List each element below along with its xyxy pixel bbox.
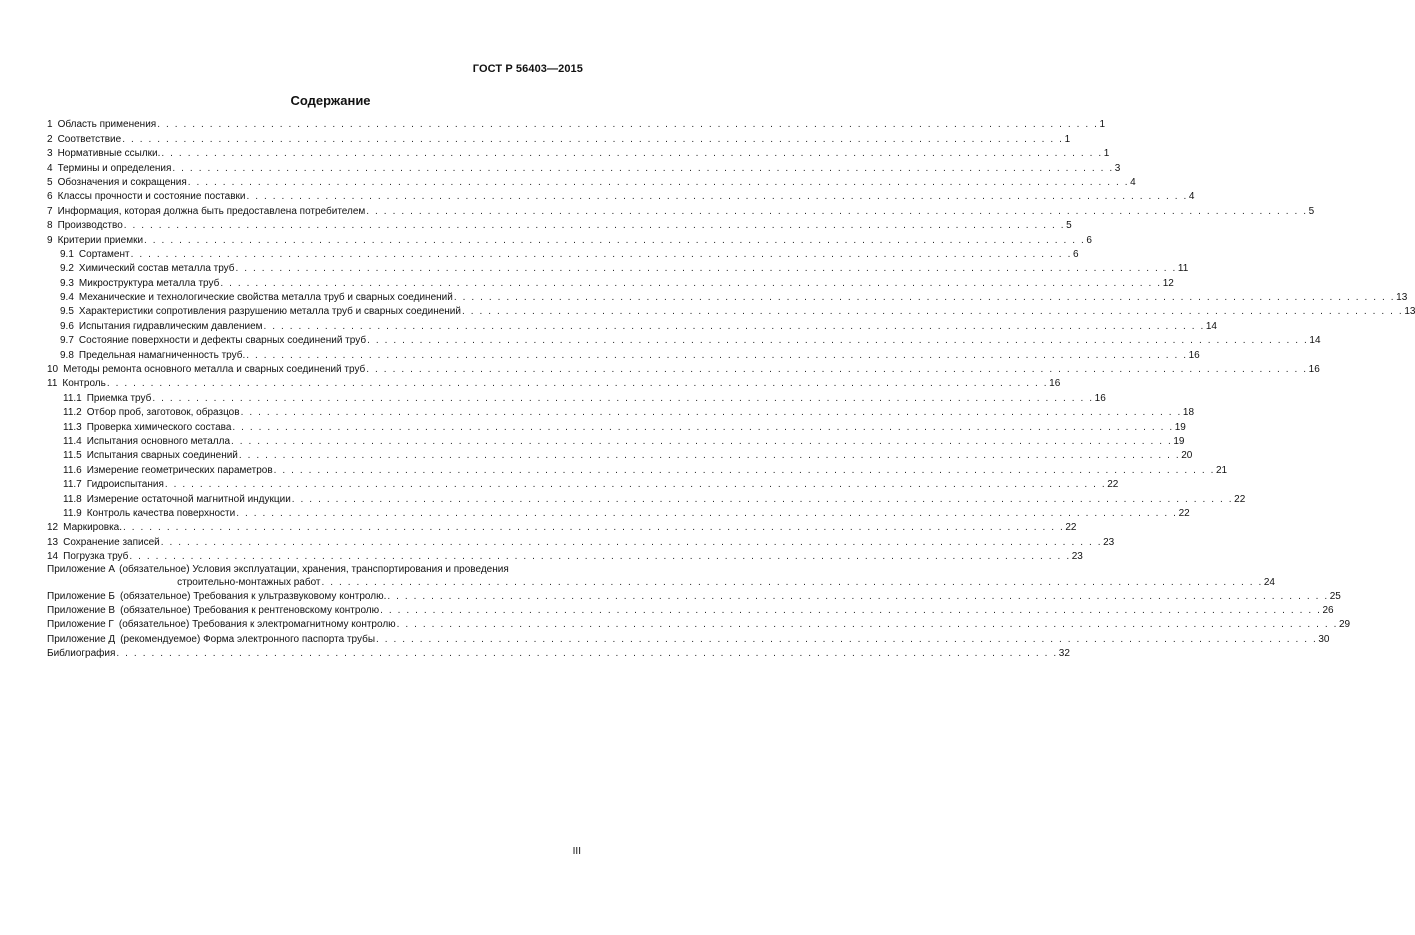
toc-entry-label: Механические и технологические свойства металла труб и сварных соединений <box>78 292 453 304</box>
toc-entry-label: Отбор проб, заготовок, образцов <box>86 407 240 419</box>
toc-entry-label: Область применения <box>57 119 157 131</box>
toc-entry-label: Испытания сварных соединений <box>86 450 238 462</box>
appendix-title-cont: строительно-монтажных работ <box>177 576 321 588</box>
toc-entry-number: 7 <box>47 205 53 217</box>
toc-entry-label: Классы прочности и состояние поставки <box>57 191 246 203</box>
toc-entry[interactable] <box>47 233 1092 247</box>
toc-leader-dots <box>123 521 1064 535</box>
toc-entry[interactable] <box>47 305 1415 319</box>
toc-entry-label: Маркировка. <box>63 522 123 534</box>
toc-entry[interactable] <box>47 334 1321 348</box>
appendix-prefix: Приложение В <box>47 604 116 616</box>
table-of-contents <box>47 118 1415 661</box>
toc-entry-number: 11.7 <box>63 479 82 491</box>
toc-leader-dots <box>274 464 1215 478</box>
toc-entry-number: 2 <box>47 133 53 145</box>
toc-entry[interactable] <box>47 449 1193 463</box>
toc-entry-number: 9.6 <box>60 320 74 332</box>
toc-leader-dots <box>367 334 1308 348</box>
toc-entry-number: 4 <box>47 162 53 174</box>
toc-appendix-entry[interactable] <box>47 564 1275 589</box>
toc-entry-label: Нормативные ссылки. <box>57 148 161 160</box>
toc-entry[interactable] <box>47 492 1246 506</box>
toc-entry-page: 18 <box>1182 407 1195 419</box>
toc-entry-number: 3 <box>47 148 53 160</box>
toc-entry-page: 22 <box>1178 507 1190 519</box>
toc-entry-number: 1 <box>47 119 53 131</box>
toc-entry[interactable] <box>47 118 1106 132</box>
toc-appendix-entry[interactable] <box>47 632 1330 646</box>
toc-leader-dots <box>129 550 1070 564</box>
toc-entry-label: Библиография <box>47 648 116 660</box>
toc-leader-dots <box>264 320 1205 334</box>
toc-entry-number: 9.7 <box>60 335 74 347</box>
toc-entry-page: 22 <box>1234 493 1246 505</box>
appendix-type: (обязательное) <box>119 564 190 576</box>
page-number: III <box>572 846 581 857</box>
toc-entry-page: 14 <box>1309 335 1321 347</box>
toc-entry-page: 12 <box>1162 277 1174 289</box>
toc-entry-number: 11.9 <box>63 507 82 519</box>
toc-leader-dots <box>172 162 1113 176</box>
toc-entry-number: 9.8 <box>60 349 74 361</box>
appendix-type: (обязательное) <box>120 590 191 602</box>
toc-entry[interactable] <box>47 276 1174 290</box>
toc-entry[interactable] <box>47 319 1217 333</box>
toc-entry-page: 5 <box>1066 220 1072 232</box>
toc-entry-page: 16 <box>1049 378 1061 390</box>
toc-entry[interactable] <box>47 291 1408 305</box>
toc-leader-dots <box>152 392 1093 406</box>
toc-entry-number: 9.3 <box>60 277 74 289</box>
toc-entry[interactable] <box>47 420 1186 434</box>
toc-entry-page: 32 <box>1058 648 1070 660</box>
toc-appendix-entry[interactable] <box>47 618 1351 632</box>
toc-entry[interactable] <box>47 147 1110 161</box>
toc-leader-dots <box>188 176 1129 190</box>
toc-entry-label: Обозначения и сокращения <box>57 176 187 188</box>
toc-entry-number: 13 <box>47 536 59 548</box>
toc-sections <box>47 118 1415 564</box>
page-title: Содержание <box>290 93 371 108</box>
toc-entry-page: 1 <box>1064 133 1071 145</box>
toc-leader-dots <box>380 604 1321 618</box>
toc-leader-dots <box>236 507 1177 521</box>
toc-leader-dots <box>246 349 1187 363</box>
toc-entry-number: 10 <box>47 364 59 376</box>
toc-entry-number: 9.2 <box>60 263 74 275</box>
toc-entry-label: Измерение геометрических параметров <box>86 464 273 476</box>
toc-entry-page: 24 <box>1263 576 1275 588</box>
toc-leader-dots <box>454 291 1395 305</box>
toc-leader-dots <box>122 133 1063 147</box>
toc-entry-number: 9.1 <box>60 248 74 260</box>
toc-entry-page: 25 <box>1329 590 1341 602</box>
toc-entry-page: 6 <box>1086 234 1092 246</box>
toc-leader-dots <box>292 493 1233 507</box>
toc-entry-label: Критерии приемки <box>57 234 144 246</box>
toc-entry-page: 22 <box>1065 522 1077 534</box>
toc-entry-page: 21 <box>1215 464 1228 476</box>
toc-entry-label: Термины и определения <box>57 162 172 174</box>
toc-entry-label: Состояние поверхности и дефекты сварных соединений труб <box>78 335 367 347</box>
toc-entry-number: 11.4 <box>63 435 82 447</box>
toc-entry-number: 5 <box>47 176 53 188</box>
toc-entry-page: 16 <box>1094 392 1106 404</box>
document-code: ГОСТ Р 56403—2015 <box>472 63 583 75</box>
toc-entry[interactable] <box>47 132 1071 146</box>
toc-entry-number: 11.3 <box>63 421 82 433</box>
toc-entry-page: 20 <box>1181 450 1193 462</box>
toc-entry-label: Приемка труб <box>86 392 152 404</box>
toc-leader-dots <box>144 234 1085 248</box>
toc-entry-number: 11.6 <box>63 464 82 476</box>
toc-entry[interactable] <box>47 391 1106 405</box>
toc-leader-dots <box>165 478 1106 492</box>
toc-entry-label: Предельная намагниченность труб. <box>78 349 246 361</box>
toc-entry[interactable] <box>47 248 1079 262</box>
toc-entry-page: 13 <box>1396 292 1408 304</box>
toc-entry[interactable] <box>47 219 1072 233</box>
toc-entry-page: 1 <box>1099 119 1106 131</box>
appendix-type: (обязательное) <box>120 604 191 616</box>
toc-entry-label: Методы ремонта основного металла и сварных соединений труб <box>63 364 366 376</box>
toc-entry-page: 1 <box>1103 148 1110 160</box>
toc-entry-page: 23 <box>1071 551 1083 563</box>
toc-entry-number: 14 <box>47 551 59 563</box>
toc-entry-page: 3 <box>1114 162 1121 174</box>
toc-leader-dots <box>124 219 1065 233</box>
toc-leader-dots <box>161 536 1102 550</box>
toc-leader-dots <box>366 363 1307 377</box>
toc-entry-page: 23 <box>1103 536 1115 548</box>
appendix-prefix: Приложение А <box>47 564 116 576</box>
toc-leader-dots <box>116 647 1057 661</box>
appendix-title: Требования к рентгеновскому контролю <box>193 604 380 616</box>
toc-entry[interactable] <box>47 535 1115 549</box>
appendix-title: Требования к электромагнитному контролю <box>192 619 396 631</box>
toc-leader-dots <box>236 262 1177 276</box>
toc-entry-label: Производство <box>57 220 123 232</box>
toc-entry-number: 11.8 <box>63 493 82 505</box>
toc-entry-number: 11.5 <box>63 450 82 462</box>
appendix-prefix: Приложение Г <box>47 619 114 631</box>
toc-entry[interactable] <box>47 363 1320 377</box>
appendix-title: Условия эксплуатации, хранения, транспортирования и проведения <box>192 564 509 576</box>
toc-entry-label: Информация, которая должна быть предоставлена потребителем <box>57 205 366 217</box>
toc-entry-label: Сохранение записей <box>63 536 160 548</box>
appendix-title: Форма электронного паспорта трубы <box>203 633 376 645</box>
toc-leader-dots <box>239 449 1180 463</box>
toc-entry-label: Гидроиспытания <box>86 479 164 491</box>
toc-leader-dots <box>232 421 1173 435</box>
toc-entry-label: Сортамент <box>78 248 130 260</box>
toc-entry-page: 14 <box>1205 320 1217 332</box>
toc-entry-label: Погрузка труб <box>63 551 129 563</box>
toc-entry-page: 30 <box>1318 633 1330 645</box>
toc-entry[interactable] <box>47 406 1195 420</box>
toc-entry-number: 11 <box>47 378 58 390</box>
toc-entry[interactable] <box>47 262 1189 276</box>
toc-entry-number: 11.2 <box>63 407 82 419</box>
toc-entry-number: 9.4 <box>60 292 74 304</box>
toc-entry-page: 13 <box>1404 306 1415 318</box>
toc-entry-number: 8 <box>47 220 53 232</box>
toc-entry-label: Контроль <box>62 378 106 390</box>
toc-entry[interactable] <box>47 190 1195 204</box>
toc-entry-page: 4 <box>1130 176 1136 188</box>
toc-entry-label: Соответствие <box>57 133 122 145</box>
appendix-type: (рекомендуемое) <box>120 633 201 645</box>
toc-entry-label: Измерение остаточной магнитной индукции <box>86 493 291 505</box>
toc-entry-label: Характеристики сопротивления разрушению металла труб и сварных соединений <box>78 306 461 318</box>
toc-entry-number: 11.1 <box>63 392 82 404</box>
toc-leader-dots <box>220 277 1161 291</box>
appendix-title: Требования к ультразвуковому контролю. <box>193 590 387 602</box>
toc-leader-dots <box>131 248 1072 262</box>
toc-leader-dots <box>157 118 1098 132</box>
toc-leader-dots <box>241 406 1182 420</box>
toc-entry-page: 29 <box>1339 619 1351 631</box>
toc-entry-label: Микроструктура металла труб <box>78 277 220 289</box>
toc-leader-dots <box>247 190 1188 204</box>
toc-entry-label: Химический состав металла труб <box>78 263 235 275</box>
toc-entry-page: 26 <box>1322 604 1334 616</box>
toc-entry-label: Контроль качества поверхности <box>86 507 236 519</box>
toc-entry-number: 9 <box>47 234 53 246</box>
toc-entry[interactable] <box>47 463 1228 477</box>
appendix-prefix: Приложение Д <box>47 633 116 645</box>
toc-appendix-entry[interactable] <box>47 589 1341 603</box>
toc-entry-label: Испытания основного металла <box>86 435 231 447</box>
toc-entry[interactable] <box>47 204 1315 218</box>
toc-entry-number: 6 <box>47 191 53 203</box>
toc-entry[interactable] <box>47 348 1200 362</box>
toc-entry-bibliography[interactable] <box>47 647 1070 661</box>
toc-entry[interactable] <box>47 550 1083 564</box>
toc-leader-dots <box>322 577 1263 590</box>
toc-appendices <box>47 564 1351 647</box>
toc-entry[interactable] <box>47 435 1185 449</box>
toc-leader-dots <box>462 305 1403 319</box>
toc-entry-label: Проверка химического состава <box>86 421 232 433</box>
toc-entry-page: 4 <box>1188 191 1195 203</box>
toc-entry-number: 12 <box>47 522 59 534</box>
toc-entry[interactable] <box>47 478 1119 492</box>
toc-entry[interactable] <box>47 507 1190 521</box>
appendix-prefix: Приложение Б <box>47 590 115 602</box>
appendix-type: (обязательное) <box>118 619 190 631</box>
toc-leader-dots <box>376 633 1317 647</box>
toc-entry[interactable] <box>47 161 1121 175</box>
toc-entry-page: 5 <box>1308 205 1315 217</box>
toc-entry-page: 16 <box>1308 364 1320 376</box>
toc-entry-page: 22 <box>1107 479 1119 491</box>
toc-leader-dots <box>387 590 1328 604</box>
toc-entry-page: 11 <box>1177 263 1189 275</box>
toc-leader-dots <box>231 435 1172 449</box>
toc-appendix-entry[interactable] <box>47 604 1334 618</box>
toc-entry-page: 19 <box>1173 435 1185 447</box>
toc-entry[interactable] <box>47 176 1136 190</box>
toc-entry-label: Испытания гидравлическим давлением <box>78 320 263 332</box>
toc-leader-dots <box>366 205 1307 219</box>
toc-leader-dots <box>161 147 1102 161</box>
toc-entry[interactable] <box>47 521 1077 535</box>
toc-entry[interactable] <box>47 377 1061 391</box>
toc-entry-page: 19 <box>1174 421 1186 433</box>
toc-entry-number: 9.5 <box>60 306 74 318</box>
toc-entry-page: 16 <box>1188 349 1200 361</box>
toc-entry-page: 6 <box>1072 248 1079 260</box>
toc-leader-dots <box>107 377 1048 391</box>
toc-leader-dots <box>397 618 1338 632</box>
